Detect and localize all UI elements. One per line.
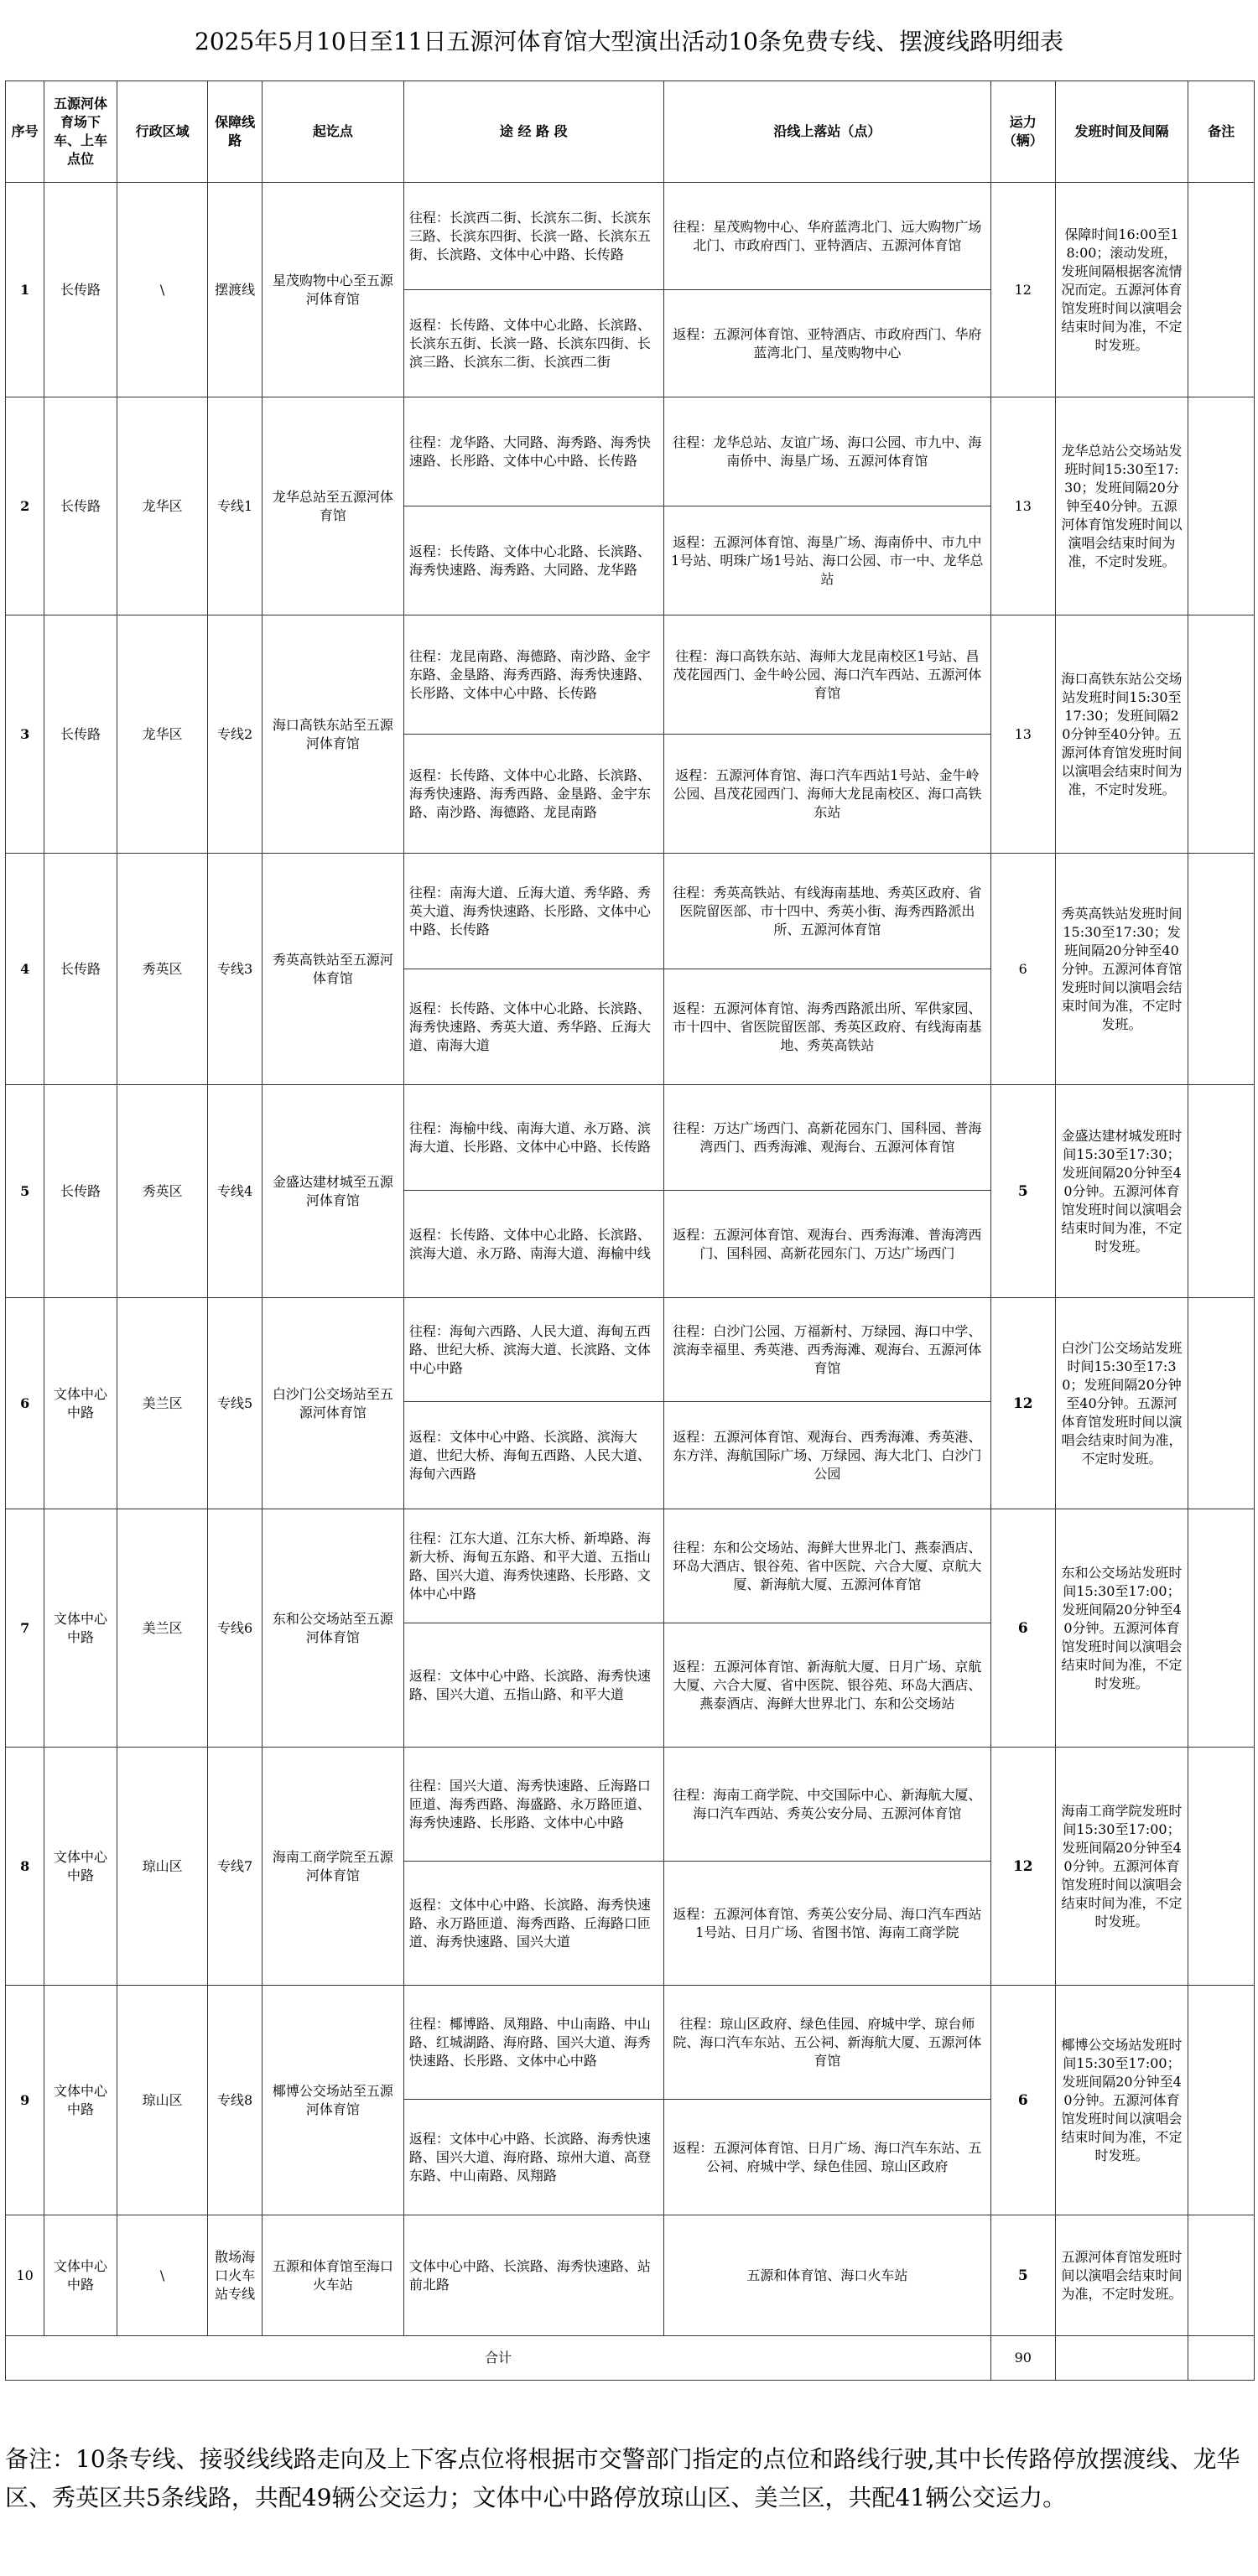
header-capacity: 运力（辆） <box>991 81 1055 183</box>
row-stop: 文体中心中路 <box>44 1986 117 2215</box>
route-return: 返程：长传路、文体中心北路、长滨路、海秀快速路、海秀西路、金垦路、金宇东路、南沙路、海德路、龙昆南路 <box>403 735 663 854</box>
row-stop: 文体中心中路 <box>44 1509 117 1748</box>
row-line: 专线6 <box>208 1509 262 1748</box>
route-outbound: 往程：龙华路、大同路、海秀路、海秀快速路、长彤路、文体中心中路、长传路 <box>403 397 663 506</box>
header-stations: 沿线上落站（点） <box>663 81 990 183</box>
row-stop: 长传路 <box>44 183 117 397</box>
stations-return: 返程：五源河体育馆、亚特酒店、市政府西门、华府蓝湾北门、星茂购物中心 <box>663 290 990 397</box>
row-seq: 1 <box>6 183 44 397</box>
stations-return: 返程：五源河体育馆、秀英公安分局、海口汽车西站1号站、日月广场、省图书馆、海南工商学院 <box>663 1862 990 1986</box>
stations-return: 返程：五源河体育馆、海秀西路派出所、军供家园、市十四中、省医院留医部、秀英区政府、有线海南基地、秀英高铁站 <box>663 969 990 1085</box>
total-value: 90 <box>991 2336 1055 2381</box>
row-from-to: 东和公交场站至五源河体育馆 <box>262 1509 403 1748</box>
row-capacity: 5 <box>991 2215 1055 2336</box>
row-district: 琼山区 <box>117 1986 208 2215</box>
row-line: 摆渡线 <box>208 183 262 397</box>
row-capacity: 13 <box>991 615 1055 854</box>
route-outbound: 往程：国兴大道、海秀快速路、丘海路口匝道、海秀西路、海盛路、永万路匝道、海秀快速路、长彤路、文体中心中路 <box>403 1748 663 1862</box>
stations-outbound: 往程：秀英高铁站、有线海南基地、秀英区政府、省医院留医部、市十四中、秀英小街、海秀西路派出所、五源河体育馆 <box>663 854 990 969</box>
header-seq: 序号 <box>6 81 44 183</box>
stations-outbound: 往程：龙华总站、友谊广场、海口公园、市九中、海南侨中、海垦广场、五源河体育馆 <box>663 397 990 506</box>
row-remark <box>1188 854 1255 1085</box>
header-from-to: 起讫点 <box>262 81 403 183</box>
row-from-to: 星茂购物中心至五源河体育馆 <box>262 183 403 397</box>
stations-return: 返程：五源河体育馆、观海台、西秀海滩、秀英港、东方洋、海航国际广场、万绿园、海大北门、白沙门公园 <box>663 1402 990 1509</box>
route-single: 文体中心中路、长滨路、海秀快速路、站前北路 <box>403 2215 663 2336</box>
header-schedule: 发班时间及间隔 <box>1055 81 1188 183</box>
stations-outbound: 往程：琼山区政府、绿色佳园、府城中学、琼台师院、海口汽车东站、五公祠、新海航大厦、五源河体育馆 <box>663 1986 990 2100</box>
route-return: 返程：文体中心中路、长滨路、滨海大道、世纪大桥、海甸五西路、人民大道、海甸六西路 <box>403 1402 663 1509</box>
row-from-to: 金盛达建材城至五源河体育馆 <box>262 1085 403 1298</box>
row-stop: 长传路 <box>44 854 117 1085</box>
row-remark <box>1188 1986 1255 2215</box>
row-schedule: 秀英高铁站发班时间15:30至17:30；发班间隔20分钟至40分钟。五源河体育馆发班时间以演唱会结束时间为准，不定时发班。 <box>1055 854 1188 1085</box>
stations-outbound: 往程：东和公交场站、海鲜大世界北门、燕泰酒店、环岛大酒店、银谷苑、省中医院、六合大厦、京航大厦、新海航大厦、五源河体育馆 <box>663 1509 990 1623</box>
header-remark: 备注 <box>1188 81 1255 183</box>
row-remark <box>1188 1298 1255 1509</box>
total-label: 合计 <box>6 2336 991 2381</box>
route-outbound: 往程：长滨西二街、长滨东二街、长滨东三路、长滨东四街、长滨一路、长滨东五街、长滨路、文体中心中路、长传路 <box>403 183 663 290</box>
row-remark <box>1188 1509 1255 1748</box>
route-outbound: 往程：椰博路、凤翔路、中山南路、中山路、红城湖路、海府路、国兴大道、海秀快速路、长彤路、文体中心中路 <box>403 1986 663 2100</box>
route-return: 返程：文体中心中路、长滨路、海秀快速路、国兴大道、五指山路、和平大道 <box>403 1623 663 1748</box>
header-route: 途 经 路 段 <box>403 81 663 183</box>
row-stop: 长传路 <box>44 397 117 615</box>
row-district: \ <box>117 183 208 397</box>
row-from-to: 椰博公交场站至五源河体育馆 <box>262 1986 403 2215</box>
stations-return: 返程：五源河体育馆、海口汽车西站1号站、金牛岭公园、昌茂花园西门、海师大龙昆南校区、海口高铁东站 <box>663 735 990 854</box>
route-return: 返程：文体中心中路、长滨路、海秀快速路、国兴大道、海府路、琼州大道、高登东路、中山南路、凤翔路 <box>403 2100 663 2215</box>
row-district: 秀英区 <box>117 1085 208 1298</box>
row-district: 秀英区 <box>117 854 208 1085</box>
row-line: 专线8 <box>208 1986 262 2215</box>
total-empty-schedule <box>1055 2336 1188 2381</box>
row-capacity: 12 <box>991 1748 1055 1986</box>
row-line: 专线5 <box>208 1298 262 1509</box>
row-seq: 2 <box>6 397 44 615</box>
route-return: 返程：文体中心中路、长滨路、海秀快速路、永万路匝道、海秀西路、丘海路口匝道、海秀快速路、国兴大道 <box>403 1862 663 1986</box>
row-remark <box>1188 1085 1255 1298</box>
row-capacity: 6 <box>991 1509 1055 1748</box>
row-schedule: 海南工商学院发班时间15:30至17:00；发班间隔20分钟至40分钟。五源河体育馆发班时间以演唱会结束时间为准，不定时发班。 <box>1055 1748 1188 1986</box>
row-capacity: 6 <box>991 854 1055 1085</box>
table-row <box>6 183 1255 290</box>
row-line: 专线3 <box>208 854 262 1085</box>
stations-return: 返程：五源河体育馆、日月广场、海口汽车东站、五公祠、府城中学、绿色佳园、琼山区政府 <box>663 2100 990 2215</box>
row-district: 琼山区 <box>117 1748 208 1986</box>
row-schedule: 白沙门公交场站发班时间15:30至17:30；发班间隔20分钟至40分钟。五源河体育馆发班时间以演唱会结束时间为准，不定时发班。 <box>1055 1298 1188 1509</box>
row-remark <box>1188 615 1255 854</box>
row-schedule: 东和公交场站发班时间15:30至17:00；发班间隔20分钟至40分钟。五源河体育馆发班时间以演唱会结束时间为准，不定时发班。 <box>1055 1509 1188 1748</box>
row-seq: 6 <box>6 1298 44 1509</box>
row-remark <box>1188 1748 1255 1986</box>
route-return: 返程：长传路、文体中心北路、长滨路、海秀快速路、秀英大道、秀华路、丘海大道、南海大道 <box>403 969 663 1085</box>
row-capacity: 12 <box>991 1298 1055 1509</box>
row-schedule: 金盛达建材城发班时间15:30至17:30；发班间隔20分钟至40分钟。五源河体育馆发班时间以演唱会结束时间为准，不定时发班。 <box>1055 1085 1188 1298</box>
row-stop: 长传路 <box>44 615 117 854</box>
row-seq: 9 <box>6 1986 44 2215</box>
route-return: 返程：长传路、文体中心北路、长滨路、海秀快速路、海秀路、大同路、龙华路 <box>403 506 663 615</box>
stations-outbound: 往程：海南工商学院、中交国际中心、新海航大厦、海口汽车西站、秀英公安分局、五源河体育馆 <box>663 1748 990 1862</box>
row-remark <box>1188 183 1255 397</box>
stations-single: 五源和体育馆、海口火车站 <box>663 2215 990 2336</box>
stations-return: 返程：五源河体育馆、海垦广场、海南侨中、市九中1号站、明珠广场1号站、海口公园、市一中、龙华总站 <box>663 506 990 615</box>
header-district: 行政区域 <box>117 81 208 183</box>
table-row <box>6 615 1255 735</box>
table-row <box>6 1986 1255 2100</box>
row-capacity: 13 <box>991 397 1055 615</box>
table-row <box>6 1085 1255 1191</box>
row-stop: 文体中心中路 <box>44 1298 117 1509</box>
row-district: 美兰区 <box>117 1298 208 1509</box>
route-outbound: 往程：江东大道、江东大桥、新埠路、海新大桥、海甸五东路、和平大道、五指山路、国兴大道、海秀快速路、长彤路、文体中心中路 <box>403 1509 663 1623</box>
row-seq: 10 <box>6 2215 44 2336</box>
row-line: 专线1 <box>208 397 262 615</box>
row-stop: 文体中心中路 <box>44 2215 117 2336</box>
row-district: 龙华区 <box>117 615 208 854</box>
route-outbound: 往程：海甸六西路、人民大道、海甸五西路、世纪大桥、滨海大道、长滨路、文体中心中路 <box>403 1298 663 1402</box>
row-from-to: 五源和体育馆至海口火车站 <box>262 2215 403 2336</box>
table-row <box>6 1748 1255 1862</box>
table-row <box>6 1298 1255 1402</box>
stations-outbound: 往程：万达广场西门、高新花园东门、国科园、普海湾西门、西秀海滩、观海台、五源河体育馆 <box>663 1085 990 1191</box>
row-line: 专线7 <box>208 1748 262 1986</box>
row-line: 专线2 <box>208 615 262 854</box>
route-outbound: 往程：龙昆南路、海德路、南沙路、金宇东路、金垦路、海秀西路、海秀快速路、长彤路、文体中心中路、长传路 <box>403 615 663 735</box>
row-from-to: 龙华总站至五源河体育馆 <box>262 397 403 615</box>
row-schedule: 保障时间16:00至18:00；滚动发班，发班间隔根据客流情况而定。五源河体育馆发班时间以演唱会结束时间为准，不定时发班。 <box>1055 183 1188 397</box>
route-table <box>5 80 1255 2381</box>
route-return: 返程：长传路、文体中心北路、长滨路、滨海大道、永万路、南海大道、海榆中线 <box>403 1191 663 1298</box>
header-line: 保障线路 <box>208 81 262 183</box>
footnote: 备注：10条专线、接驳线线路走向及上下客点位将根据市交警部门指定的点位和路线行驶,其中长传路停放摆渡线、龙华区、秀英区共5条线路，共配49辆公交运力；文体中心中路停放琼山区、美兰区，共配41辆公交运力。 <box>5 2445 1240 2511</box>
row-remark <box>1188 2215 1255 2336</box>
row-capacity: 12 <box>991 183 1055 397</box>
document-title: 2025年5月10日至11日五源河体育馆大型演出活动10条免费专线、摆渡线路明细表 <box>195 28 1063 55</box>
row-seq: 7 <box>6 1509 44 1748</box>
stations-return: 返程：五源河体育馆、新海航大厦、日月广场、京航大厦、六合大厦、省中医院、银谷苑、环岛大酒店、燕泰酒店、海鲜大世界北门、东和公交场站 <box>663 1623 990 1748</box>
total-empty-remark <box>1188 2336 1255 2381</box>
row-remark <box>1188 397 1255 615</box>
table-header-row <box>6 81 1255 183</box>
table-row <box>6 2215 1255 2336</box>
route-outbound: 往程：南海大道、丘海大道、秀华路、秀英大道、海秀快速路、长彤路、文体中心中路、长传路 <box>403 854 663 969</box>
row-capacity: 5 <box>991 1085 1055 1298</box>
route-outbound: 往程：海榆中线、南海大道、永万路、滨海大道、长彤路、文体中心中路、长传路 <box>403 1085 663 1191</box>
row-seq: 4 <box>6 854 44 1085</box>
row-line: 散场海口火车站专线 <box>208 2215 262 2336</box>
row-stop: 文体中心中路 <box>44 1748 117 1986</box>
row-district: 龙华区 <box>117 397 208 615</box>
row-from-to: 秀英高铁站至五源河体育馆 <box>262 854 403 1085</box>
row-capacity: 6 <box>991 1986 1055 2215</box>
row-from-to: 海南工商学院至五源河体育馆 <box>262 1748 403 1986</box>
row-from-to: 海口高铁东站至五源河体育馆 <box>262 615 403 854</box>
table-row <box>6 1509 1255 1623</box>
row-line: 专线4 <box>208 1085 262 1298</box>
header-stop: 五源河体育场下车、上车点位 <box>44 81 117 183</box>
table-row <box>6 854 1255 969</box>
row-schedule: 龙华总站公交场站发班时间15:30至17:30；发班间隔20分钟至40分钟。五源河体育馆发班时间以演唱会结束时间为准，不定时发班。 <box>1055 397 1188 615</box>
stations-outbound: 往程：星茂购物中心、华府蓝湾北门、远大购物广场北门、市政府西门、亚特酒店、五源河体育馆 <box>663 183 990 290</box>
route-return: 返程：长传路、文体中心北路、长滨路、长滨东五街、长滨一路、长滨东四街、长滨三路、长滨东二街、长滨西二街 <box>403 290 663 397</box>
row-from-to: 白沙门公交场站至五源河体育馆 <box>262 1298 403 1509</box>
row-district: 美兰区 <box>117 1509 208 1748</box>
row-schedule: 海口高铁东站公交场站发班时间15:30至17:30；发班间隔20分钟至40分钟。五源河体育馆发班时间以演唱会结束时间为准，不定时发班。 <box>1055 615 1188 854</box>
row-schedule: 椰博公交场站发班时间15:30至17:00；发班间隔20分钟至40分钟。五源河体育馆发班时间以演唱会结束时间为准，不定时发班。 <box>1055 1986 1188 2215</box>
row-district: \ <box>117 2215 208 2336</box>
stations-outbound: 往程：海口高铁东站、海师大龙昆南校区1号站、昌茂花园西门、金牛岭公园、海口汽车西站、五源河体育馆 <box>663 615 990 735</box>
stations-return: 返程：五源河体育馆、观海台、西秀海滩、普海湾西门、国科园、高新花园东门、万达广场西门 <box>663 1191 990 1298</box>
total-row <box>6 2336 1255 2381</box>
table-row <box>6 397 1255 506</box>
stations-outbound: 往程：白沙门公园、万福新村、万绿园、海口中学、滨海幸福里、秀英港、西秀海滩、观海台、五源河体育馆 <box>663 1298 990 1402</box>
row-seq: 8 <box>6 1748 44 1986</box>
row-stop: 长传路 <box>44 1085 117 1298</box>
row-schedule: 五源河体育馆发班时间以演唱会结束时间为准，不定时发班。 <box>1055 2215 1188 2336</box>
row-seq: 5 <box>6 1085 44 1298</box>
row-seq: 3 <box>6 615 44 854</box>
